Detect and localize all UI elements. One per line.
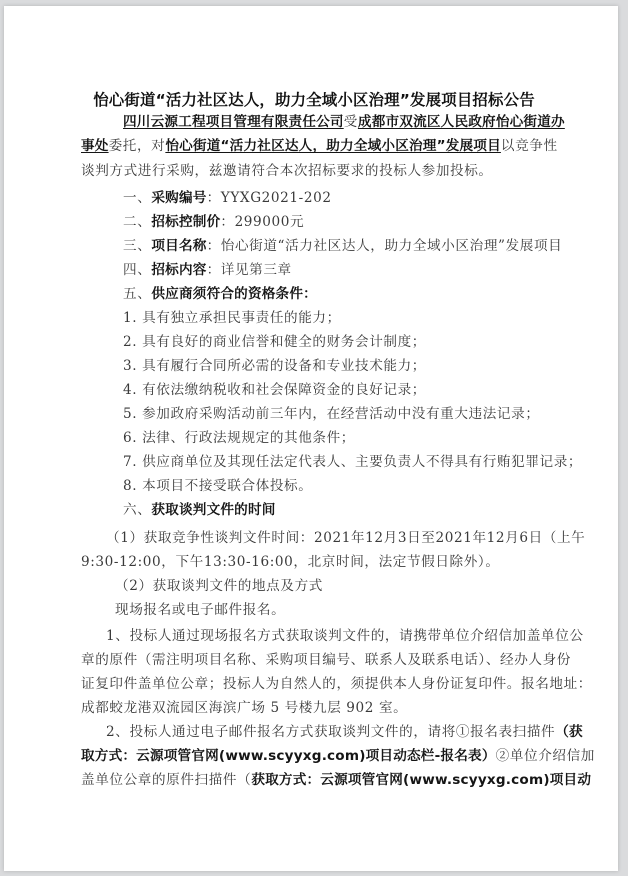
colon: ：: [206, 238, 221, 254]
section-procurement-number: [123, 188, 569, 208]
client-name-cont: 事处: [81, 138, 109, 154]
intro-text: 委托，对: [108, 138, 166, 154]
onsite-line-2: 章的原件（需注明项目名称、采购项目编号、联系人及联系电话）、经办人身份: [81, 652, 571, 668]
section-qualifications: [123, 284, 569, 304]
qualification-item: 7. 供应商单位及其现任法定代表人、主要负责人不得具有行贿犯罪记录；: [123, 454, 583, 470]
section-number: 三、: [123, 238, 152, 254]
section-value: 怡心街道“活力社区达人，助力全域小区治理”发展项目: [220, 238, 563, 254]
section-value: 299000元: [234, 214, 305, 230]
section-label: 项目名称: [151, 238, 207, 254]
qualification-item: 8. 本项目不接受联合体投标。: [123, 478, 313, 494]
section-label: 获取谈判文件的时间: [151, 502, 276, 518]
email-bold: （获: [555, 724, 583, 740]
section-label: 采购编号: [151, 190, 207, 206]
place-heading: （2）获取谈判文件的地点及方式: [115, 578, 323, 594]
section-number: 六、: [123, 502, 152, 518]
section-number: 五、: [123, 286, 152, 302]
colon: ：: [220, 214, 235, 230]
email-text: 盖单位公章的原件扫描件（: [81, 772, 252, 788]
email-line-3: [81, 770, 592, 790]
email-line-1: [106, 722, 583, 742]
email-bold: 取方式：云源项管官网(www.scyyxg.com)项目动态栏-报名表）: [81, 748, 496, 764]
section-value: 详见第三章: [220, 262, 292, 278]
section-number: 四、: [123, 262, 152, 278]
qualification-item: 5. 参加政府采购活动前三年内，在经营活动中没有重大违法记录；: [123, 406, 540, 422]
intro-text: 受: [343, 114, 358, 130]
client-name: 成都市双流区人民政府怡心街道办: [357, 114, 565, 130]
qualification-item: 3. 具有履行合同所必需的设备和专业技术能力；: [123, 358, 426, 374]
section-label: 招标内容: [151, 262, 207, 278]
section-label: 招标控制价: [151, 214, 221, 230]
colon: ：: [206, 262, 221, 278]
onsite-line-1: 1、投标人通过现场报名方式获取谈判文件的，请携带单位介绍信加盖单位公: [106, 628, 584, 644]
email-line-2: [81, 746, 595, 766]
section-document-time: [123, 500, 569, 520]
colon: ：: [206, 190, 221, 206]
qualification-item: 4. 有依法缴纳税收和社会保障资金的良好记录；: [123, 382, 426, 398]
section-value: YYXG2021-202: [220, 190, 332, 206]
intro-text: 以竞争性: [500, 138, 558, 154]
section-bid-content: [123, 260, 569, 280]
intro-line-2: [81, 136, 558, 156]
intro-line-1: [123, 112, 569, 132]
intro-line-3: 谈判方式进行采购，兹邀请符合本次招标要求的投标人参加投标。: [81, 163, 493, 179]
place-methods: 现场报名或电子邮件报名。: [115, 602, 286, 618]
qualification-item: 1. 具有独立承担民事责任的能力；: [123, 310, 341, 326]
onsite-address: 成都蛟龙港双流园区海滨广场 5 号楼九层 902 室。: [81, 700, 408, 716]
qualification-item: 2. 具有良好的商业信誉和健全的财务会计制度；: [123, 334, 426, 350]
email-text: 2、投标人通过电子邮件报名方式获取谈判文件的，请将①报名表扫描件: [106, 724, 556, 740]
section-control-price: [123, 212, 569, 232]
section-number: 二、: [123, 214, 152, 230]
onsite-line-3: 证复印件盖单位公章；投标人为自然人的，须提供本人身份证复印件。报名地址：: [81, 676, 592, 692]
agency-name: 四川云源工程项目管理有限责任公司: [123, 114, 344, 130]
document-title: 怡心街道“活力社区达人，助力全域小区治理”发展项目招标公告: [93, 91, 535, 109]
qualification-item: 6. 法律、行政法规规定的其他条件；: [123, 430, 355, 446]
email-text: ②单位介绍信加: [495, 748, 595, 764]
section-number: 一、: [123, 190, 152, 206]
time-line-1: （1）获取竞争性谈判文件时间：2021年12月3日至2021年12月6日（上午: [106, 530, 586, 546]
time-line-2: 9:30-12:00，下午13:30-16:00，北京时间，法定节假日除外）。: [81, 554, 500, 570]
project-name: 怡心街道“活力社区达人，助力全域小区治理”发展项目: [165, 138, 501, 154]
section-project-name: [123, 236, 569, 256]
email-bold: 获取方式：云源项管官网(www.scyyxg.com)项目动: [251, 772, 592, 788]
section-label: 供应商须符合的资格条件：: [151, 286, 317, 302]
